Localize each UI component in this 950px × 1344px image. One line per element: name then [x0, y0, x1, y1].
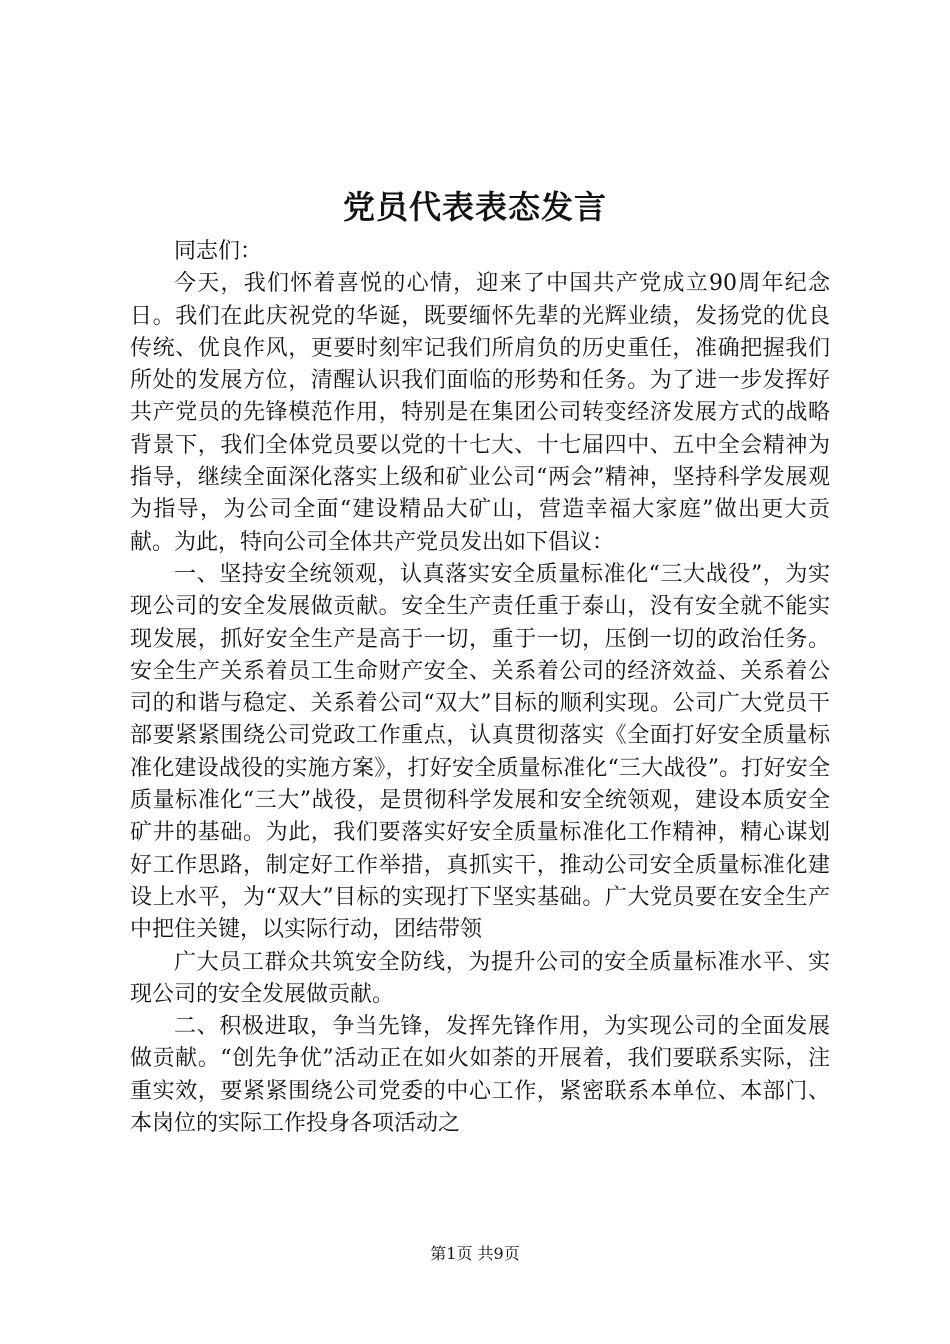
document-body: [130, 236, 830, 1140]
paragraph-3: 广大员工群众共筑安全防线，为提升公司的安全质量标准水平、实现公司的安全发展做贡献。: [130, 949, 830, 1007]
paragraph-2: 一、坚持安全统领观，认真落实安全质量标准化“三大战役”，为实现公司的安全发展做贡献。安全生产责任重于泰山，没有安全就不能实现发展，抓好安全生产是高于一切，重于一切，压倒一切的政治任务。安全生产关系着员工生命财产安全、关系着公司的经济效益、关系着公司的和谐与稳定、关系着公司“双大”目标的顺利实现。公司广大党员干部要紧紧围绕公司党政工作重点，认真贯彻落实《全面打好安全质量标准化建设战役的实施方案》，打好安全质量标准化“三大战役”。打好安全质量标准化“三大”战役，是贯彻科学发展和安全统领观，建设本质安全矿井的基础。为此，我们要落实好安全质量标准化工作精神，精心谋划好工作思路，制定好工作举措，真抓实干，推动公司安全质量标准化建设上水平，为“双大”目标的实现打下坚实基础。广大党员要在安全生产中把住关键，以实际行动，团结带领: [130, 561, 830, 943]
paragraph-1: 今天，我们怀着喜悦的心情，迎来了中国共产党成立90周年纪念日。我们在此庆祝党的华诞，既要缅怀先辈的光辉业绩，发扬党的优良传统、优良作风，更要时刻牢记我们所肩负的历史重任，准确把握我们所处的发展方位，清醒认识我们面临的形势和任务。为了进一步发挥好共产党员的先锋模范作用，特别是在集团公司转变经济发展方式的战略背景下，我们全体党员要以党的十七大、十七届四中、五中全会精神为指导，继续全面深化落实上级和矿业公司“两会”精神，坚持科学发展观为指导，为公司全面“建设精品大矿山，营造幸福大家庭”做出更大贡献。为此，特向公司全体共产党员发出如下倡议：: [130, 271, 830, 555]
page-number-footer: 第1页 共9页: [430, 1244, 520, 1263]
salutation: 同志们：: [174, 239, 263, 264]
paragraph-4: 二、积极进取，争当先锋，发挥先锋作用，为实现公司的全面发展做贡献。“创先争优”活动正在如火如荼的开展着，我们要联系实际，注重实效，要紧紧围绕公司党委的中心工作，紧密联系本单位、本部门、本岗位的实际工作投身各项活动之: [130, 1014, 830, 1137]
document-title: 党员代表表态发言: [342, 188, 607, 226]
